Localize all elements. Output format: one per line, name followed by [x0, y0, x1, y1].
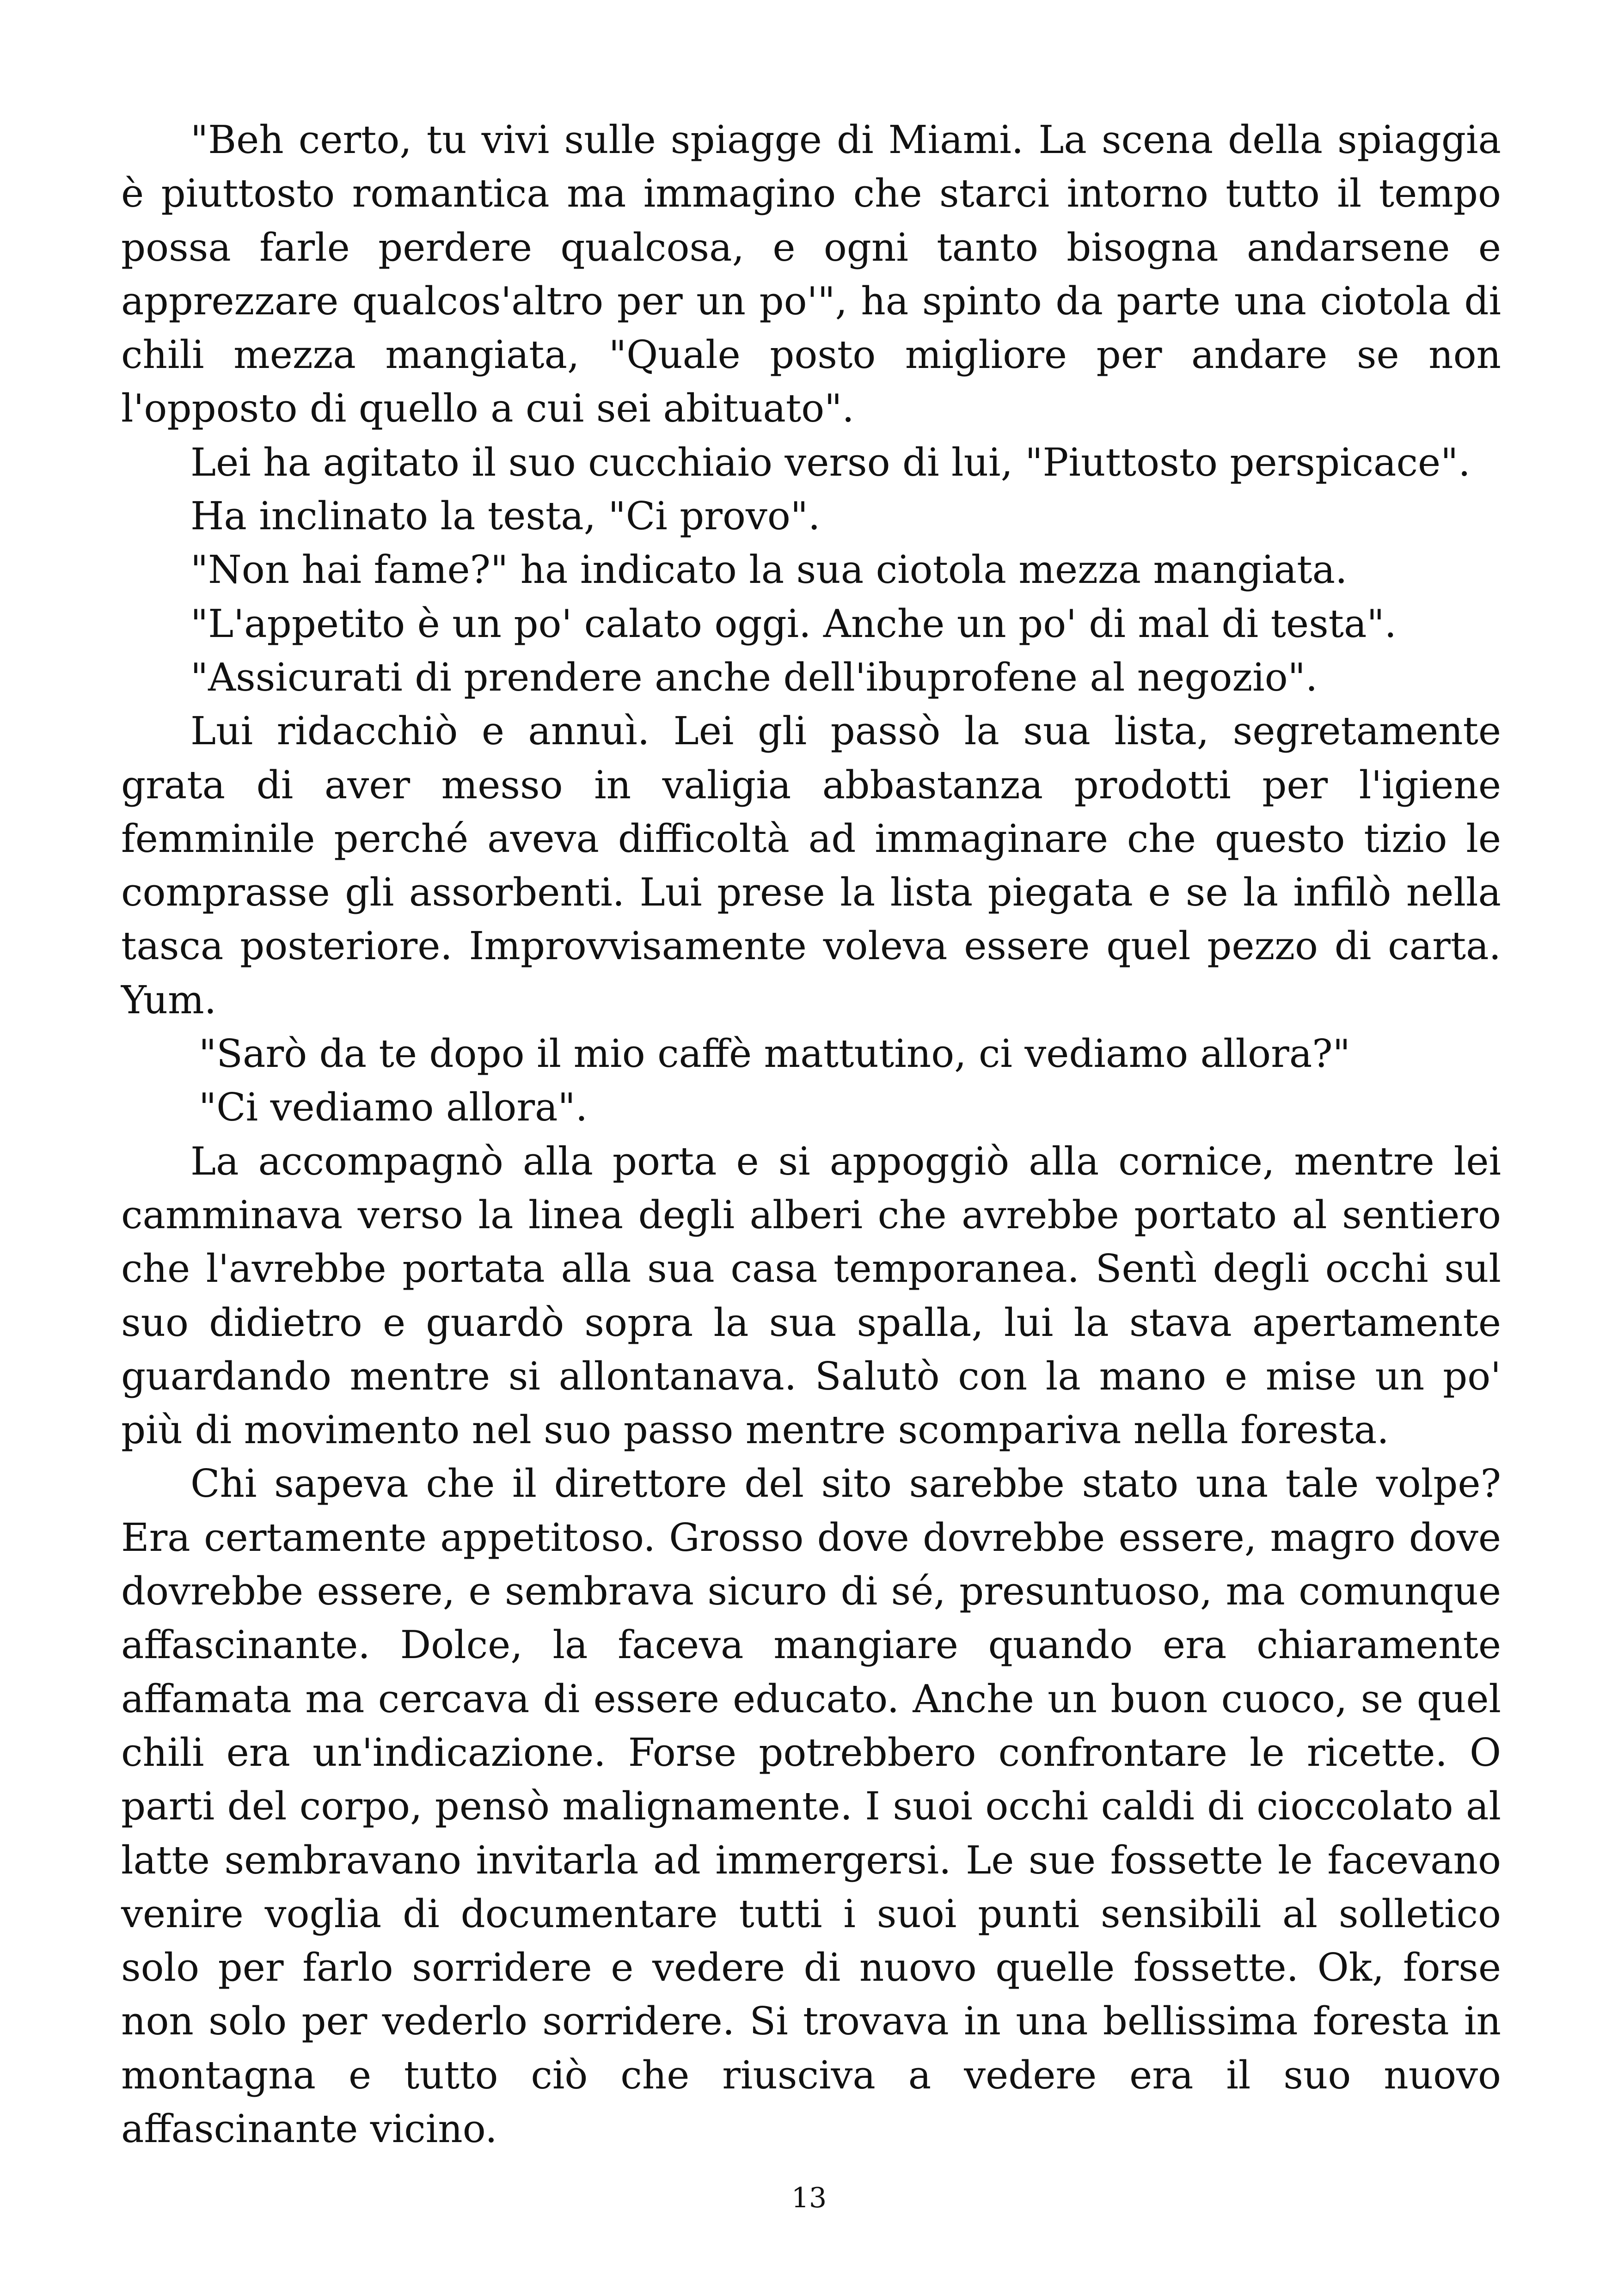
paragraph: "Beh certo, tu vivi sulle spiagge di Miami. La scena della spiaggia è piuttosto romantica ma immagino che starci intorno tutto il tempo possa farle perdere qualcosa, e ogni tanto bisogna andarsene e apprezzare qualcos'altro per un po'", ha spinto da parte una ciotola di chili mezza mangiata, "Quale posto migliore per andare se non l'opposto di quello a cui sei abituato".: [121, 117, 1501, 431]
paragraph: Lui ridacchiò e annuì. Lei gli passò la sua lista, segretamente grata di aver messo in valigia abbastanza prodotti per l'igiene femminile perché aveva difficoltà ad immaginare che questo tizio le comprasse gli assorbenti. Lui prese la lista piegata e se la infilò nella tasca posteriore. Improvvisamente voleva essere quel pezzo di carta. Yum.: [121, 709, 1501, 1022]
paragraph: Chi sapeva che il direttore del sito sarebbe stato una tale volpe? Era certamente appetitoso. Grosso dove dovrebbe essere, magro dove dovrebbe essere, e sembrava sicuro di sé, presuntuoso, ma comunque affascinante. Dolce, la faceva mangiare quando era chiaramente affamata ma cercava di essere educato. Anche un buon cuoco, se quel chili era un'indicazione. Forse potrebbero confrontare le ricette. O parti del corpo, pensò malignamente. I suoi occhi caldi di cioccolato al latte sembravano invitarla ad immergersi. Le sue fossette le facevano venire voglia di documentare tutti i suoi punti sensibili al solletico solo per farlo sorridere e vedere di nuovo quelle fossette. Ok, forse non solo per vederlo sorridere. Si trovava in una bellissima foresta in montagna e tutto ciò che riusciva a vedere era il suo nuovo affascinante vicino.: [121, 1461, 1501, 2151]
page-number: 13: [791, 2182, 827, 2214]
page-body: [121, 113, 1501, 2156]
paragraph: "Non hai fame?" ha indicato la sua ciotola mezza mangiata.: [190, 547, 1348, 593]
paragraph: "L'appetito è un po' calato oggi. Anche un po' di mal di testa".: [190, 601, 1397, 646]
paragraph: "Ci vediamo allora".: [199, 1085, 588, 1130]
paragraph: "Sarò da te dopo il mio caffè mattutino, ci vediamo allora?": [199, 1031, 1350, 1077]
paragraph: "Assicurati di prendere anche dell'ibuprofene al negozio".: [190, 655, 1318, 700]
paragraph: La accompagnò alla porta e si appoggiò alla cornice, mentre lei camminava verso la linea degli alberi che avrebbe portato al sentiero che l'avrebbe portata alla sua casa temporanea. Sentì degli occhi sul suo didietro e guardò sopra la sua spalla, lui la stava apertamente guardando mentre si allontanava. Salutò con la mano e mise un po' più di movimento nel suo passo mentre scompariva nella foresta.: [121, 1139, 1501, 1453]
paragraph: Lei ha agitato il suo cucchiaio verso di lui, "Piuttosto perspicace".: [190, 440, 1471, 485]
paragraph: Ha inclinato la testa, "Ci provo".: [190, 494, 821, 539]
